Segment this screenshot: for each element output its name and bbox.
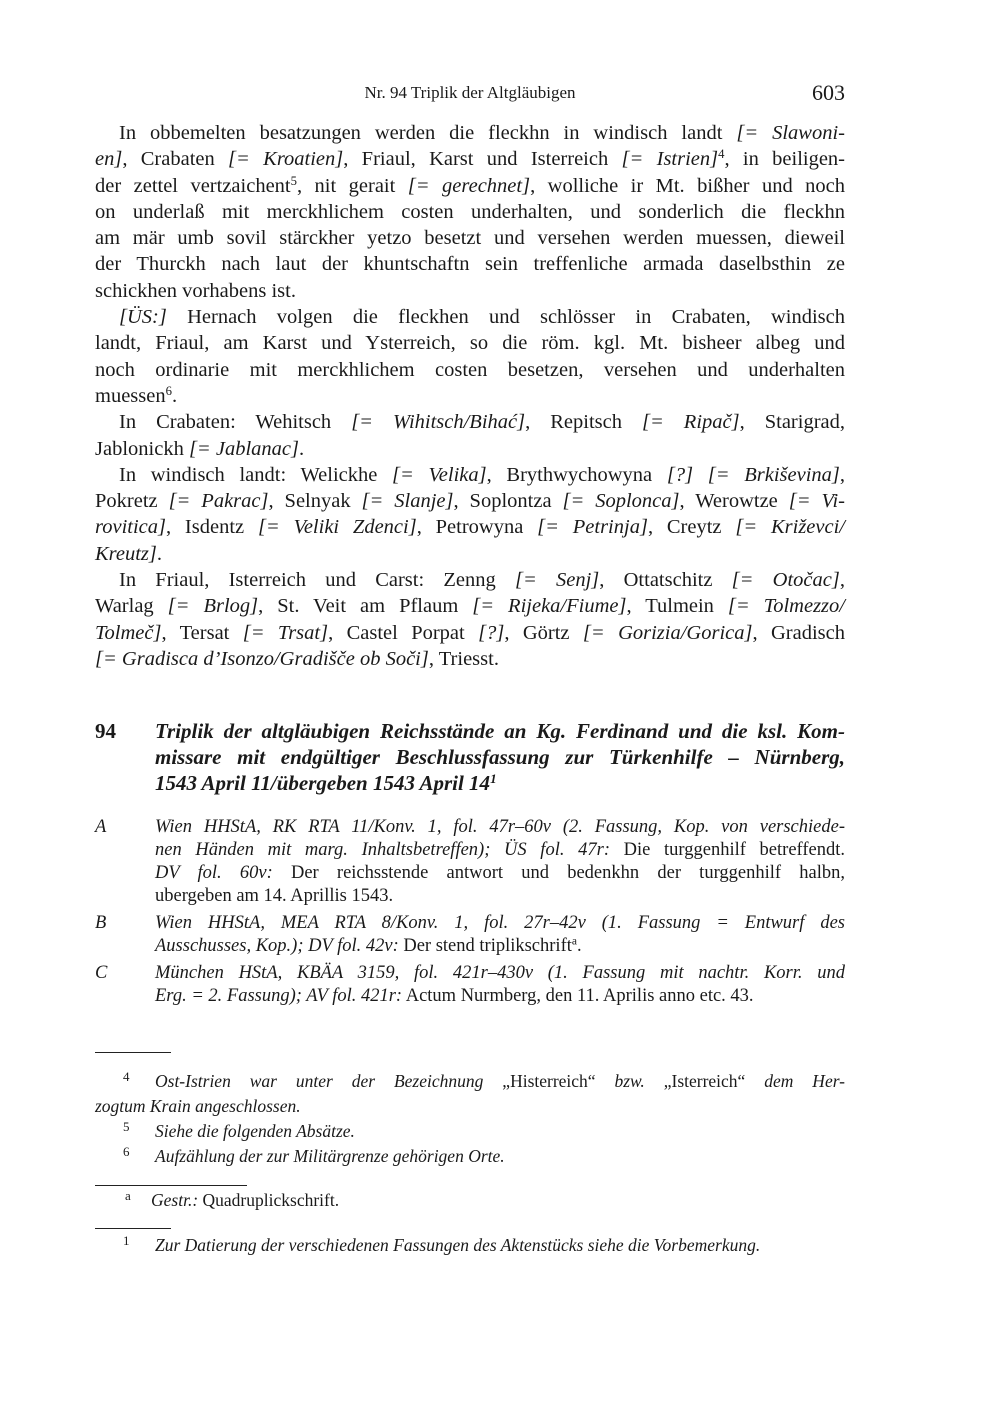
text-run: , <box>839 569 845 592</box>
italic-text: [= Križevci/ <box>735 516 845 539</box>
text-run: , Creytz <box>647 516 736 539</box>
text-line: a Gestr.: Quadruplickschrift. <box>125 1188 340 1210</box>
text-run: „Histerreich“ <box>502 1071 596 1091</box>
italic-text: [= Veliki Zdenci] <box>257 516 417 539</box>
text-line <box>95 436 845 462</box>
italic-text: [= Gradisca d’Isonzo/Gradišče ob Soči] <box>95 647 429 670</box>
text-run: , <box>839 463 845 486</box>
footnote <box>95 1188 845 1213</box>
source-entry <box>95 816 845 908</box>
italic-text: [= Jablanac] <box>188 437 300 460</box>
text-run: , Repitsch <box>525 411 642 434</box>
italic-text: Ausschusses, Kop.); DV fol. 42v: <box>155 936 399 956</box>
source-siglum: A <box>95 817 107 837</box>
document-number: 94 <box>95 719 116 743</box>
italic-text: Gestr.: <box>151 1190 199 1210</box>
text-run: noch ordinarie mit merckhlichem costen besetzen, versehen und underhalten <box>95 358 845 381</box>
italic-text: [= Istrien] <box>621 148 719 171</box>
text-line <box>95 409 845 435</box>
running-head <box>95 80 845 106</box>
text-line <box>155 885 845 908</box>
footnote-reference: 4 <box>718 147 725 162</box>
text-run: In windisch landt: Welickhe <box>119 463 393 486</box>
paragraph <box>95 409 845 462</box>
italic-text: [= Wihitsch/Bihać] <box>351 411 526 434</box>
text-line <box>95 488 845 514</box>
footnote-reference: 1 <box>490 770 497 786</box>
text-run: Der stend triplikschrift <box>398 936 572 956</box>
italic-text: [= Senj] <box>514 569 600 592</box>
text-line <box>95 1094 845 1119</box>
italic-text: [= Gorizia/Gorica] <box>582 621 753 644</box>
italic-text: [= gerechnet] <box>407 174 531 197</box>
italic-text: Tolmeč] <box>95 621 162 644</box>
text-line <box>95 462 845 488</box>
source-description <box>155 912 845 958</box>
text-line <box>95 199 845 225</box>
text-line <box>155 985 845 1008</box>
text-line <box>95 304 845 330</box>
italic-text: Aufzählung der zur Militärgrenze gehörigen Orte. <box>155 1146 505 1166</box>
text-line <box>95 541 845 567</box>
text-run: In obbemelten besatzungen werden die fleckhn in windisch landt <box>119 122 737 144</box>
italic-text: Wien HHStA, RK RTA 11/Konv. 1, fol. 47r–60v (2. Fassung, Kop. von verschiede- <box>155 817 845 837</box>
text-run: , Castel Porpat <box>328 621 479 644</box>
text-run: Quadruplickschrift. <box>198 1190 340 1210</box>
text-run: , Brythwychowyna <box>486 463 667 486</box>
text-line <box>95 278 845 304</box>
text-line <box>155 862 845 885</box>
text-run: Die turggenhilf betreffendt. <box>609 840 845 860</box>
text-line <box>155 816 845 839</box>
text-line: 6 Aufzählung der zur Militärgrenze gehörigen Orte. <box>123 1144 505 1166</box>
italic-text: rovitica] <box>95 516 166 539</box>
running-head-title: Nr. 94 Triplik der Altgläubigen <box>364 83 576 102</box>
footnote-reference: 6 <box>165 383 172 398</box>
italic-text: Zur Datierung der verschiedenen Fassungen des Aktenstücks siehe die Vorbemerkung. <box>155 1235 761 1255</box>
text-line: 4 Ost-Istrien war unter der Bezeichnung „Histerreich“ bzw. „Isterreich“ dem Her- <box>123 1069 845 1091</box>
text-run: , Werowtze <box>679 490 789 513</box>
text-run: , Starigrad, <box>739 411 845 434</box>
italic-text: [= Ripač] <box>641 411 740 434</box>
source-list <box>95 816 845 1012</box>
footnotes-document <box>95 1233 845 1258</box>
footnote-reference: 5 <box>290 173 297 188</box>
footnote-reference: a <box>571 935 577 948</box>
text-run: , wolliche ir Mt. bißher und noch <box>530 174 845 197</box>
italic-text: [= Soplonca] <box>562 490 680 513</box>
italic-text: bzw. <box>595 1071 664 1091</box>
italic-text: zogtum Krain angeschlossen. <box>95 1096 301 1116</box>
text-run: Actum Nurmberg, den 11. Aprilis anno etc. 43. <box>402 986 754 1006</box>
text-line <box>95 620 845 646</box>
italic-text: nen Händen mit marg. Inhaltsbetreffen); ÜS fol. 47r: <box>155 840 610 860</box>
text-line <box>95 646 845 672</box>
text-run: der zettel vertzaichent <box>95 174 291 197</box>
italic-text: [= Slanje] <box>361 490 454 513</box>
text-run: . <box>156 542 163 565</box>
text-run: , Gradisch <box>752 621 845 644</box>
italic-text: [= Otočac] <box>731 569 840 592</box>
text-run: . <box>576 936 582 956</box>
footnote <box>95 1069 845 1119</box>
italic-text: [= Vi- <box>788 490 845 513</box>
text-run: Der reichsstende antwort und bedenkhn der turggenhilf halbn, <box>272 863 845 883</box>
footnote <box>95 1233 845 1258</box>
text-run: on underlaß mit merckhlichem costen underhalten, und sonderlich die fleckhn <box>95 200 845 223</box>
text-run: , Selnyak <box>268 490 362 513</box>
italic-text: [= Kroatien] <box>228 148 344 171</box>
text-line <box>95 225 845 251</box>
text-line <box>155 744 845 770</box>
text-line <box>95 357 845 383</box>
paragraph <box>95 120 845 304</box>
text-line <box>95 593 845 619</box>
italic-text: dem Her- <box>745 1071 845 1091</box>
text-line <box>95 173 845 199</box>
text-line <box>155 962 845 985</box>
footnotes-numeric <box>95 1069 845 1169</box>
text-run: am mär umb sovil stärckher yetzo besetzt und versehen werden muessen, dieweil <box>95 227 845 250</box>
text-run: , Isdentz <box>165 516 258 539</box>
source-siglum: B <box>95 913 107 933</box>
text-run: 1543 April 11/übergeben 1543 April 14 <box>155 771 491 795</box>
text-run: Triplik der altgläubigen Reichsstände an Kg. Ferdinand und die ksl. Kom- <box>155 719 845 743</box>
italic-text: München HStA, KBÄA 3159, fol. 421r–430v (1. Fassung mit nachtr. Korr. und <box>155 963 845 983</box>
text-run: , Tersat <box>161 621 243 644</box>
footnote-divider <box>95 1228 171 1229</box>
text-line <box>155 718 845 744</box>
italic-text: Erg. = 2. Fassung); AV fol. 421r: <box>155 986 403 1006</box>
text-run: , Görtz <box>504 621 583 644</box>
text-run: der Thurckh nach laut der khuntschaftn sein treffenliche armada daselbsthin ze <box>95 253 845 276</box>
body-text <box>95 120 845 672</box>
document-title <box>155 718 845 796</box>
text-run: Warlag <box>95 595 168 618</box>
italic-text: [= Rijeka/Fiume] <box>472 595 627 618</box>
text-line <box>95 330 845 356</box>
italic-text: [= Pakrac] <box>168 490 269 513</box>
text-run: , Ottatschitz <box>599 569 732 592</box>
source-siglum: C <box>95 963 108 983</box>
italic-text: [?] <box>478 621 505 644</box>
text-line <box>155 770 845 796</box>
footnotes-textcritical <box>95 1188 845 1213</box>
footnote <box>95 1119 845 1144</box>
paragraph <box>95 567 845 672</box>
text-line <box>95 146 845 172</box>
italic-text: [= Tolmezzo/ <box>727 595 845 618</box>
page-number: 603 <box>812 80 845 105</box>
text-run: , in beiligen- <box>724 148 846 171</box>
text-line: 1 Zur Datierung der verschiedenen Fassungen des Aktenstücks siehe die Vorbemerkung. <box>123 1233 761 1255</box>
text-run: muessen <box>95 384 166 407</box>
text-run: , Triesst. <box>428 647 499 670</box>
italic-text: [= Velika] <box>392 463 487 486</box>
italic-text: [= Trsat] <box>242 621 329 644</box>
italic-text: Siehe die folgenden Absätze. <box>155 1121 355 1141</box>
text-run: Jablonickh <box>95 437 189 460</box>
text-run: . <box>171 384 178 407</box>
footnote-divider <box>95 1185 247 1186</box>
source-description <box>155 962 845 1008</box>
italic-text: Ost-Istrien war unter der Bezeichnung <box>155 1071 503 1091</box>
italic-text: Kreutz] <box>95 542 157 565</box>
text-run: . <box>299 437 305 460</box>
source-entry <box>95 912 845 958</box>
text-run: , Petrowyna <box>416 516 538 539</box>
paragraph <box>95 304 845 409</box>
italic-text: en] <box>95 148 123 171</box>
italic-text: [ÜS:] <box>119 306 167 329</box>
italic-text: [= Brlog] <box>167 595 259 618</box>
text-run: schickhen vorhabens ist. <box>95 279 296 302</box>
text-run: „Isterreich“ <box>663 1071 746 1091</box>
text-run: In Crabaten: Wehitsch <box>119 411 352 434</box>
text-run: Pokretz <box>95 490 169 513</box>
text-run: ubergeben am 14. Aprillis 1543. <box>155 886 394 906</box>
text-line: 5 Siehe die folgenden Absätze. <box>123 1119 355 1141</box>
text-line <box>95 514 845 540</box>
text-line <box>155 839 845 862</box>
text-line <box>95 120 845 146</box>
document-heading <box>95 718 845 796</box>
source-entry <box>95 962 845 1008</box>
footnote <box>95 1144 845 1169</box>
text-run: , Crabaten <box>122 148 229 171</box>
text-line <box>155 912 845 935</box>
text-run: , Friaul, Karst und Isterreich <box>343 148 622 171</box>
text-line <box>95 251 845 277</box>
paragraph <box>95 462 845 567</box>
text-run: landt, Friaul, am Karst und Ysterreich, so die röm. kgl. Mt. bisheer albeg und <box>95 332 845 355</box>
text-run: , St. Veit am Pflaum <box>258 595 473 618</box>
italic-text: DV fol. 60v: <box>155 863 273 883</box>
italic-text: [?] [= Brkiševina] <box>666 463 840 486</box>
text-line <box>155 935 845 958</box>
text-run: In Friaul, Isterreich und Carst: Zenng <box>119 569 515 592</box>
text-line <box>95 383 845 409</box>
text-line <box>95 567 845 593</box>
italic-text: Wien HHStA, MEA RTA 8/Konv. 1, fol. 27r–42v (1. Fassung = Entwurf des <box>155 913 845 933</box>
text-run: Hernach volgen die fleckhen und schlösser in Crabaten, windisch <box>166 306 845 329</box>
italic-text: [= Petrinja] <box>537 516 648 539</box>
italic-text: [= Slawoni- <box>736 122 845 144</box>
text-run: missare mit endgültiger Beschlussfassung zur Türkenhilfe – Nürnberg, <box>155 745 845 769</box>
text-run: , nit gerait <box>296 174 408 197</box>
text-run: , Tulmein <box>626 595 728 618</box>
text-run: , Soplontza <box>453 490 563 513</box>
source-description <box>155 816 845 908</box>
footnote-divider <box>95 1052 171 1053</box>
